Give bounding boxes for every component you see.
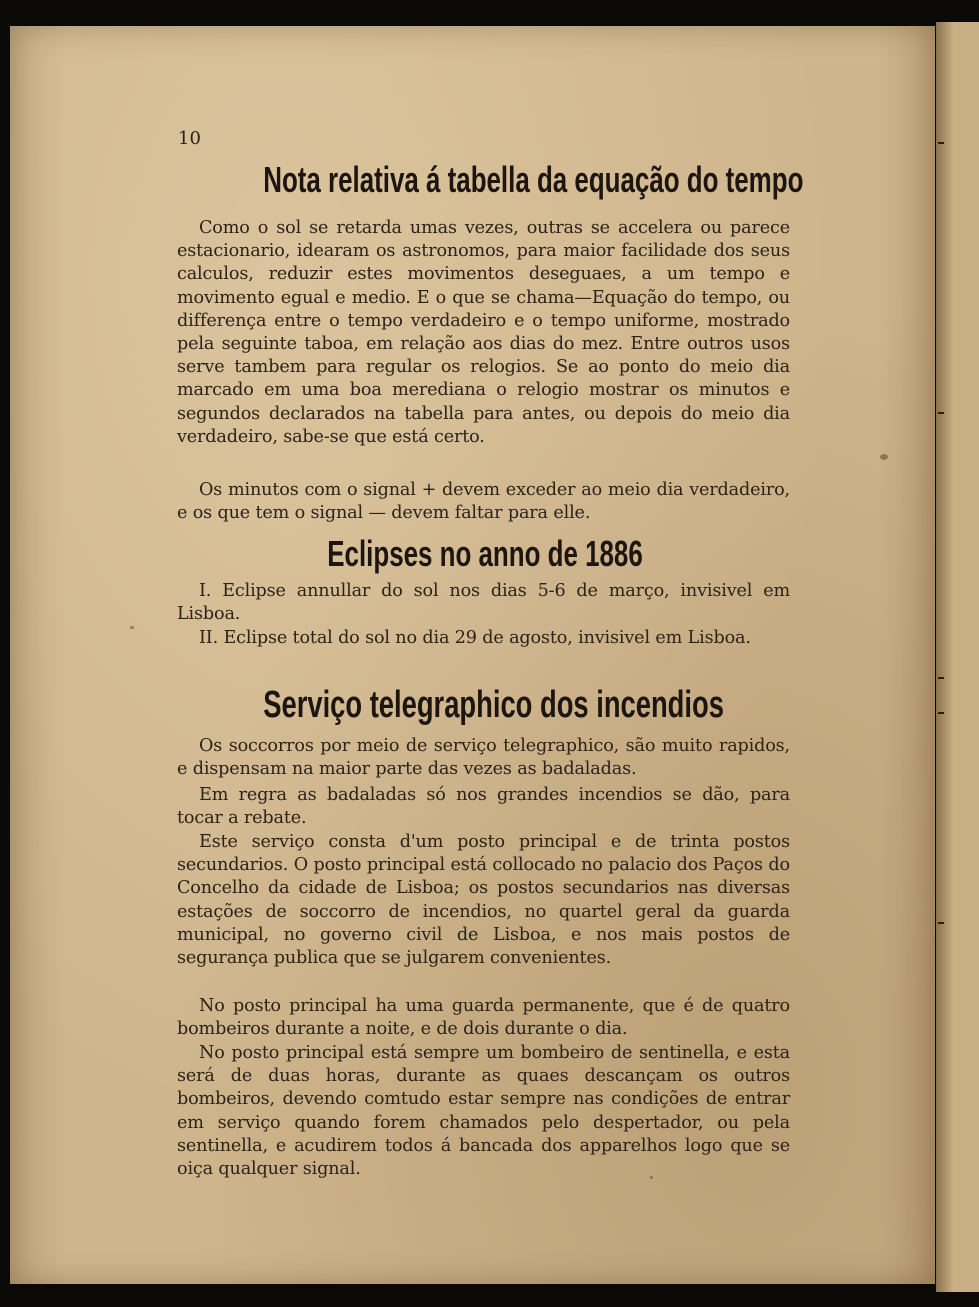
edge-mark (938, 922, 944, 924)
servico-paragraph-4: No posto principal ha uma guarda permanente, que é de quatro bombeiros durante a noite, e de dois durante o dia. (177, 996, 790, 1040)
servico-paragraph-5: No posto principal está sempre um bombeiro de sentinella, e esta será de duas horas, durante as quaes descançam os outros bombeiros, devendo comtudo estar sempre nas condições de entrar em serviço quando forem chamados pelo despertador, ou pela sentinella, e acudirem todos á bancada dos apparelhos logo que se oiça qualquer signal. (177, 1043, 790, 1180)
edge-mark (938, 712, 944, 714)
servico-paragraph-1: Os soccorros por meio de serviço telegraphico, são muito rapidos, e dispensam na maior parte das vezes as badaladas. (177, 736, 790, 780)
edge-mark (938, 412, 944, 414)
page-number: 10 (178, 128, 201, 149)
servico-paragraph-2: Em regra as badaladas só nos grandes incendios se dão, para tocar a rebate. (177, 785, 790, 829)
section-title-eclipses: Eclipses no anno de 1886 (327, 533, 643, 574)
nota-paragraph-2: Os minutos com o signal + devem exceder ao meio dia verdadeiro, e os que tem o signal — devem faltar para elle. (177, 480, 790, 524)
section-title-nota: Nota relativa á tabella da equação do tempo (263, 159, 804, 200)
nota-paragraph-1: Como o sol se retarda umas vezes, outras se accelera ou parece estacionario, idearam os astronomos, para maior facilidade dos seus calculos, reduzir estes movimentos deseguaes, a um tempo e movimento egual e medio. E o que se chama—Equação do tempo, ou differença entre o tempo verdadeiro e o tempo uniforme, mostrado pela seguinte taboa, em relação aos dias do mez. Entre outros usos serve tambem para regular os relogios. Se ao ponto do meio dia marcado em uma boa merediana o relogio mostrar os minutos e segundos declarados na tabella para antes, ou depois do meio dia verdadeiro, sabe-se que está certo. (177, 218, 790, 447)
eclipses-paragraph-2: II. Eclipse total do sol no dia 29 de agosto, invisivel em Lisboa. (199, 628, 751, 648)
eclipses-paragraph-1: I. Eclipse annullar do sol nos dias 5-6 de março, invisivel em Lisboa. (177, 581, 790, 625)
servico-paragraph-3: Este serviço consta d'um posto principal e de trinta postos secundarios. O posto principal está collocado no palacio dos Paços do Concelho da cidade de Lisboa; os postos secundarios nas diversas estações de soccorro de incendios, no quartel geral da guarda municipal, no governo civil de Lisboa, e nos mais postos de segurança publica que se julgarem convenientes. (177, 832, 790, 969)
edge-mark (938, 142, 944, 144)
paper-stain (130, 626, 134, 629)
section-title-servico: Serviço telegraphico dos incendios (263, 684, 724, 726)
edge-mark (938, 677, 944, 679)
paper-stain (880, 454, 888, 460)
adjacent-page-edge (936, 22, 979, 1292)
